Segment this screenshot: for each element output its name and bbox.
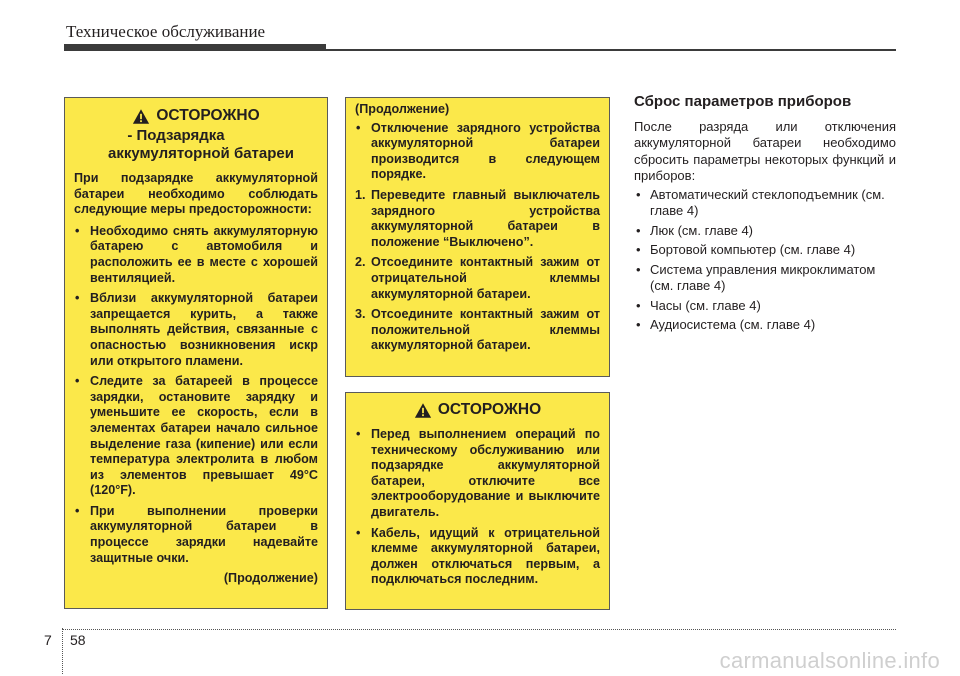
section-heading: Сброс параметров приборов bbox=[634, 93, 852, 110]
subtitle-line-2: аккумуляторной батареи bbox=[108, 145, 294, 162]
continued-label: (Продолжение) bbox=[355, 102, 450, 116]
list-item: • Кабель, идущий к отрицательной клемме аккумуляторной батареи, должен отключаться первым, а подключаться последним. bbox=[356, 525, 600, 587]
list-item-text: Часы (см. главе 4) bbox=[650, 297, 761, 313]
list-item: • Часы (см. главе 4) bbox=[636, 297, 761, 313]
footer-rule bbox=[62, 629, 896, 630]
list-item: • При выполнении проверки аккумуляторной батареи в процессе зарядки надевайте защитные очки. bbox=[75, 503, 318, 565]
list-item-text: Перед выполнением операций по техническому обслуживанию или подзарядке аккумуляторной батареи, отключите все электрооборудование и выключите двигатель. bbox=[371, 427, 600, 519]
warning-list bbox=[74, 224, 318, 566]
warning-heading-text: ОСТОРОЖНО bbox=[156, 107, 260, 125]
warning-triangle-icon bbox=[132, 108, 150, 125]
list-item: • Аудиосистема (см. главе 4) bbox=[636, 317, 816, 332]
warning-heading bbox=[74, 105, 318, 127]
warning-triangle-icon bbox=[414, 402, 432, 419]
header-rule bbox=[326, 49, 896, 51]
step-number: 3. bbox=[355, 307, 366, 322]
list-item-text: Кабель, идущий к отрицательной клемме аккумуляторной батареи, должен отключаться первым, а подключаться последним. bbox=[371, 525, 600, 587]
list-item-text: Автоматический стеклоподъемник (см. главе 4) bbox=[650, 186, 885, 218]
warning-list bbox=[355, 427, 600, 588]
step-item bbox=[355, 188, 600, 250]
subtitle-line-1: - Подзарядка bbox=[127, 127, 225, 144]
steps-list bbox=[355, 188, 600, 354]
section-paragraph: После разряда или отключения аккумуляторной батареи необходимо сбросить параметры некоторых функций и приборов: bbox=[634, 118, 896, 183]
list-item: • Перед выполнением операций по техническому обслуживанию или подзарядке аккумуляторной батареи, отключите все электрооборудование и выключите двигатель. bbox=[356, 427, 600, 519]
warning-box-charging bbox=[64, 97, 328, 609]
page-header-title: Техническое обслуживание bbox=[66, 22, 266, 41]
list-item: • Система управления микроклиматом (см. главе 4) bbox=[636, 261, 876, 293]
continued-box bbox=[345, 97, 610, 377]
list-item: • Люк (см. главе 4) bbox=[636, 222, 754, 238]
list-item-text: Система управления микроклиматом (см. главе 4) bbox=[650, 261, 876, 293]
warning-intro: При подзарядке аккумуляторной батареи необходимо соблюдать следующие меры предосторожности: bbox=[74, 171, 318, 217]
list-item-text: Вблизи аккумуляторной батареи запрещается курить, а также выполнять действия, связанные с опасностью возникновения искр или открытого пламени. bbox=[90, 291, 318, 368]
list-item-text: Аудиосистема (см. главе 4) bbox=[650, 317, 816, 332]
list-item: • Следите за батареей в процессе зарядки, остановите зарядку и уменьшите ее скорость, если в элементах батареи начало сильное выделение газа (кипение) или если температура электролита в любом из элементов превышает 49°C (120°F). bbox=[75, 374, 318, 498]
step-number: 1. bbox=[355, 187, 366, 202]
list-item: • Бортовой компьютер (см. главе 4) bbox=[636, 242, 856, 257]
list-item-text: Люк (см. главе 4) bbox=[650, 222, 754, 238]
list-item: • Вблизи аккумуляторной батареи запрещается курить, а также выполнять действия, связанные с опасностью возникновения искр или открытого пламени. bbox=[75, 291, 318, 368]
list-item-text: Отключение зарядного устройства аккумуляторной батареи производится в следующем порядке. bbox=[371, 120, 600, 182]
list-item: • Отключение зарядного устройства аккумуляторной батареи производится в следующем порядке. bbox=[356, 120, 600, 182]
step-number: 2. bbox=[355, 255, 366, 270]
list-item: • Необходимо снять аккумуляторную батарею с автомобиля и расположить ее в месте с хорошей вентиляцией. bbox=[75, 223, 318, 285]
list-item-text: Необходимо снять аккумуляторную батарею с автомобиля и расположить ее в месте с хорошей вентиляцией. bbox=[90, 223, 318, 285]
step-text: Отсоедините контактный зажим от положительной клеммы аккумуляторной батареи. bbox=[371, 307, 600, 353]
list-item-text: Бортовой компьютер (см. главе 4) bbox=[650, 242, 856, 257]
step-item bbox=[355, 307, 600, 354]
list-item-text: Следите за батареей в процессе зарядки, остановите зарядку и уменьшите ее скорость, если в элементах батареи начало сильное выделение газа (кипение) или если температура электролита в любом из элементов превышает 49°C (120°F). bbox=[90, 374, 318, 498]
footer-separator bbox=[62, 628, 63, 674]
list-item: • Автоматический стеклоподъемник (см. главе 4) bbox=[636, 186, 885, 218]
watermark: carmanualsonline.info bbox=[719, 648, 940, 673]
warning-heading-text: ОСТОРОЖНО bbox=[437, 401, 542, 419]
reset-section bbox=[634, 94, 896, 337]
header-bar bbox=[64, 44, 326, 51]
step-text: Отсоедините контактный зажим от отрицательной клеммы аккумуляторной батареи. bbox=[371, 255, 600, 301]
step-item bbox=[355, 255, 600, 302]
page-number: 58 bbox=[70, 632, 86, 648]
disconnect-list bbox=[355, 121, 600, 183]
step-text: Переведите главный выключатель зарядного устройства аккумуляторной батареи в положение “Выключено”. bbox=[371, 187, 600, 249]
list-item-text: При выполнении проверки аккумуляторной батареи в процессе зарядки надевайте защитные очки. bbox=[90, 503, 318, 565]
section-number: 7 bbox=[44, 632, 52, 648]
continued-label: (Продолжение) bbox=[223, 571, 318, 586]
warning-box-maintenance bbox=[345, 392, 610, 610]
warning-heading bbox=[355, 399, 600, 421]
warning-subtitle bbox=[74, 127, 318, 163]
reset-list bbox=[634, 187, 896, 334]
